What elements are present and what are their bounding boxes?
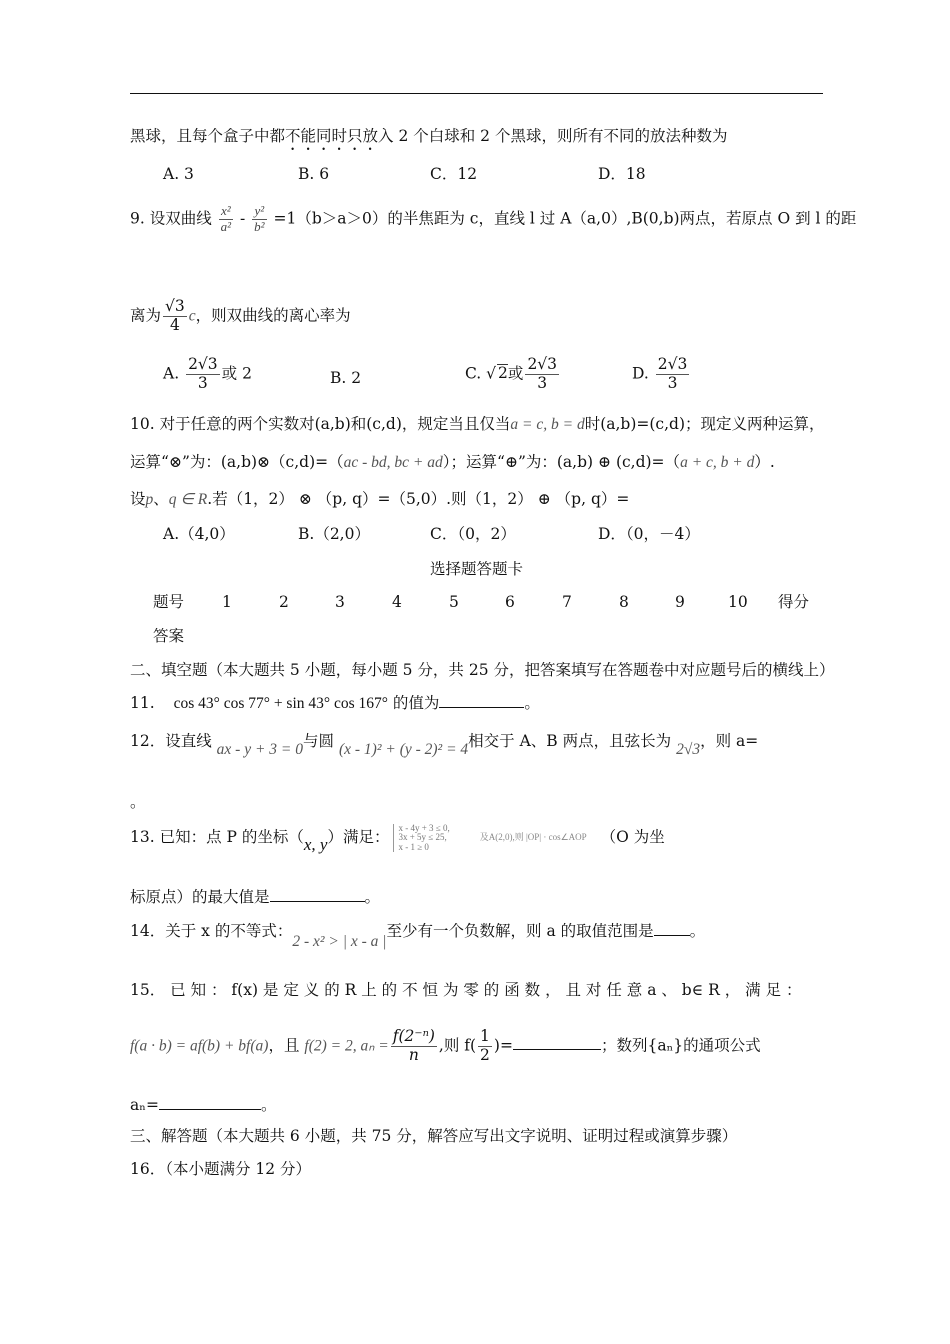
- oplus-symbol: ⊕: [504, 453, 518, 471]
- q9-dist-frac: $\frac{√3}{4}$: [165, 297, 185, 334]
- section-2-heading: 二、填空题（本大题共 5 小题，每小题 5 分，共 25 分，把答案填写在答题卷中对应题号后的横线上）: [130, 661, 835, 679]
- answer-card-cell: 10: [728, 593, 748, 611]
- q12: 12．设直线 ax - y + 3 = 0与圆 (x - 1)² + (y - 2)² = 4相交于 A、B 两点，且弦长为 2√3，则 a=: [130, 732, 759, 758]
- answer-card-cell: 3: [335, 593, 345, 611]
- q10-option-a: A.（4,0）: [163, 525, 235, 543]
- q13-answer-blank[interactable]: [270, 887, 365, 902]
- q9-line2: 离为 $\frac{√3}{4}$ c，则双曲线的离心率为: [130, 297, 351, 334]
- answer-card-cell: 8: [619, 593, 629, 611]
- q13-constraint-system: x - 4y + 3 ≤ 0, 3x + 5y ≤ 25, x - 1 ≥ 0: [393, 824, 449, 852]
- q10-line2: 运算“⊗”为：(a,b)⊗（c,d)=（ac - bd, bc + ad）；运算“⊕”为：(a,b) ⊕ (c,d)=（a + c, b + d）.: [130, 453, 775, 471]
- q9-frac-y: $\frac{\text{y²}}{\text{b²}}$: [254, 203, 265, 234]
- q15-an-blank[interactable]: [159, 1095, 261, 1110]
- q11: 11. cos 43° cos 77° + sin 43° cos 167° 的值为 。: [130, 694, 540, 712]
- q15-line3: aₙ= 。: [130, 1096, 277, 1114]
- q10-option-b: B.（2,0）: [298, 525, 370, 543]
- q10-option-c: C．（0，2）: [430, 525, 516, 543]
- answer-card-cell: 4: [392, 593, 402, 611]
- q8-option-c: C．12: [430, 165, 478, 183]
- q13-line2: 标原点）的最大值是 。: [130, 888, 381, 906]
- q9-option-c: C. √ 2或 $\frac{2√3}{3}$: [465, 355, 558, 392]
- q8-option-b: B. 6: [298, 165, 330, 183]
- answer-card-score: 得分: [778, 593, 810, 611]
- answer-card-cell: 2: [279, 593, 289, 611]
- q13: 13. 已知：点 P 的坐标（x, y）满足：x - 4y + 3 ≤ 0, 3x + 5y ≤ 25, x - 1 ≥ 0及A(2,0),则 |OP| · cos∠AOP （O 为坐: [130, 823, 665, 855]
- answer-card-cell: 7: [562, 593, 572, 611]
- answer-card-cell: 9: [675, 593, 685, 611]
- q8-option-a: A. 3: [163, 165, 194, 183]
- q8-option-d: D．18: [598, 165, 646, 183]
- answer-card-row-label: 答案: [153, 627, 185, 645]
- q10-line3: 设p、q ∈ R.若（1，2） ⊗ （p, q）=（5,0）.则（1，2） ⊕ （p, q）=: [130, 490, 630, 508]
- q15-an-frac: $\frac{\text{f(2⁻ⁿ)}}{n}$: [392, 1027, 435, 1064]
- q8-emphasis: 不能同时只放: [285, 127, 379, 145]
- answer-card-cell: 5: [449, 593, 459, 611]
- q11-answer-blank[interactable]: [439, 693, 524, 708]
- q15-half-frac: $\frac{1}{2}$: [480, 1027, 490, 1064]
- q9-option-b: B. 2: [330, 369, 362, 387]
- answer-card-title: 选择题答题卡: [430, 560, 524, 578]
- oplus-symbol: ⊕: [598, 453, 611, 471]
- q15-f-half-blank[interactable]: [513, 1035, 601, 1050]
- answer-card-label: 题号: [153, 593, 185, 611]
- q14: 14．关于 x 的不等式：2 - x² > | x - a |至少有一个负数解，则 a 的取值范围是 。: [130, 922, 706, 950]
- otimes-symbol: ⊗: [168, 453, 182, 471]
- q14-answer-blank[interactable]: [654, 921, 690, 936]
- otimes-symbol: ⊗: [298, 490, 312, 508]
- header-rule: [130, 93, 823, 94]
- otimes-symbol: ⊗: [257, 453, 271, 471]
- q8-stem: 黑球，且每个盒子中都不能同时只放入 2 个白球和 2 个黑球，则所有不同的放法种数为: [130, 127, 728, 145]
- section-3-heading: 三、解答题（本大题共 6 小题，共 75 分，解答应写出文字说明、证明过程或演算步骤）: [130, 1127, 738, 1145]
- q11-expression: cos 43° cos 77° + sin 43° cos 167°: [173, 695, 388, 712]
- q12-line2: 。: [130, 793, 146, 811]
- q10-line1: 10. 对于任意的两个实数对(a,b)和(c,d)，规定当且仅当a = c, b = d时(a,b)=(c,d)；现定义两种运算，: [130, 415, 825, 433]
- q10-option-d: D．（0，－4）: [598, 525, 700, 543]
- answer-card-cell: 6: [505, 593, 515, 611]
- q9-stem: 9. 设双曲线 $\frac{\text{x²}}{\text{a²}}$ - $\frac{\text{y²}}{\text{b²}}$ =1（b＞a＞0）的半焦距为 c，直线 l 过 A（a,0）,B(0,b)两点，若原点 O 到 l 的距: [130, 203, 857, 234]
- q15-line2: f(a · b) = af(b) + bf(a)，且 f(2) = 2, aₙ = $\frac{\text{f(2⁻ⁿ)}}{n}$ ,则 f( $\frac{1}{2}$ )= ；数列{aₙ}的通项公式: [130, 1027, 761, 1064]
- q9-option-d: D. $\frac{2√3}{3}$: [632, 355, 688, 392]
- oplus-symbol: ⊕: [537, 490, 551, 508]
- q9-frac-x: $\frac{\text{x²}}{\text{a²}}$: [220, 203, 232, 234]
- q16-heading: 16．（本小题满分 12 分）: [130, 1160, 312, 1178]
- answer-card-cell: 1: [222, 593, 232, 611]
- q15-line1: 15． 已 知 ： f(x) 是 定 义 的 R 上 的 不 恒 为 零 的 函 数 ， 且 对 任 意 a 、 b∈ R ， 满 足 ：: [130, 981, 802, 999]
- q9-option-a: A. $\frac{2√3}{3}$ 或 2: [163, 355, 252, 392]
